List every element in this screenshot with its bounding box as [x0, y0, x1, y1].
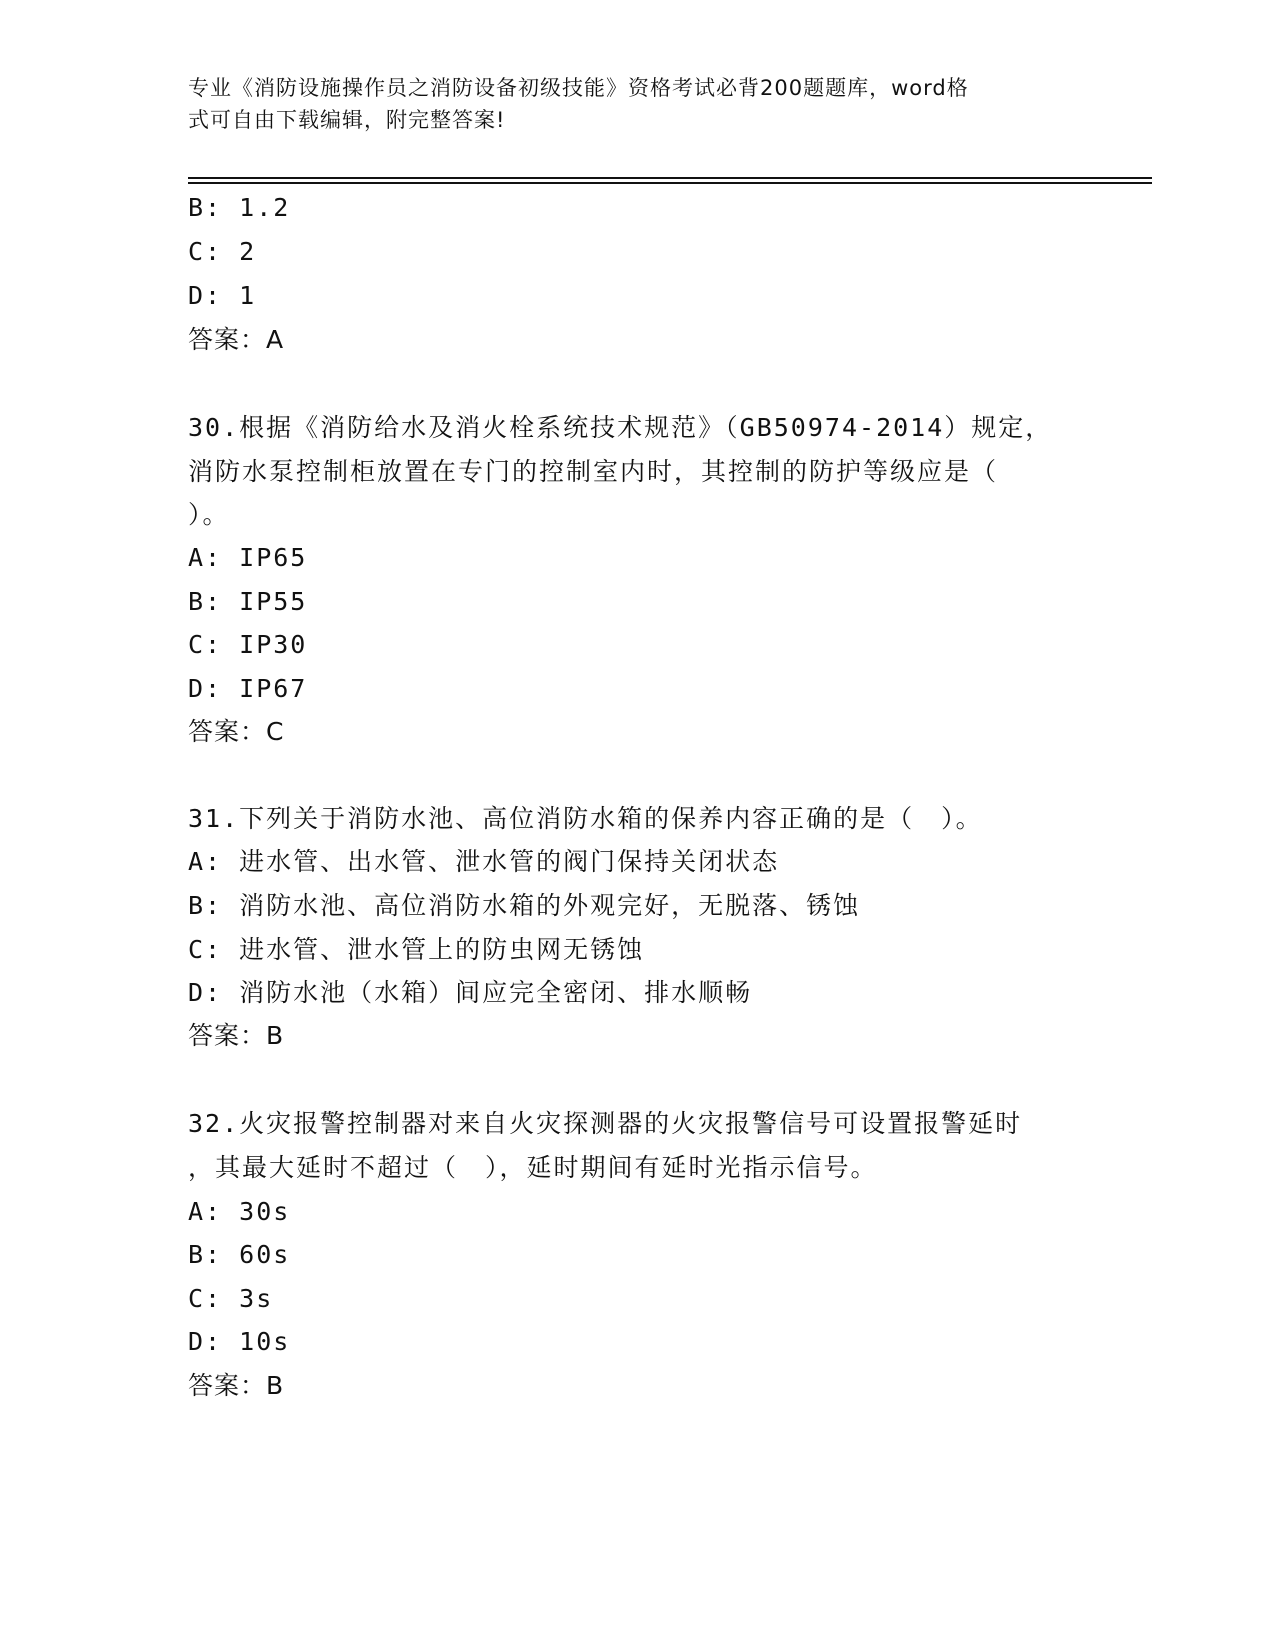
q32-option-b: B: 60s	[188, 1240, 291, 1269]
q32-option-a: A: 30s	[188, 1197, 291, 1226]
q30-option-c: C: IP30	[188, 630, 308, 659]
header-divider-bottom	[188, 182, 1152, 184]
q30-stem-line-2: 消防水泵控制柜放置在专门的控制室内时，其控制的防护等级应是（	[188, 457, 999, 486]
q29-option-b: B: 1.2	[188, 193, 291, 222]
q31-option-b: B: 消防水池、高位消防水箱的外观完好，无脱落、锈蚀	[188, 891, 861, 920]
q32-option-c: C: 3s	[188, 1284, 274, 1313]
header-line-2: 式可自由下载编辑，附完整答案!	[188, 108, 506, 132]
q31-option-d: D: 消防水池（水箱）间应完全密闭、排水顺畅	[188, 978, 753, 1007]
header-line-1: 专业《消防设施操作员之消防设备初级技能》资格考试必背200题题库，word格	[188, 76, 969, 100]
q30-option-b: B: IP55	[188, 587, 308, 616]
q30-option-a: A: IP65	[188, 543, 308, 572]
q31-option-a: A: 进水管、出水管、泄水管的阀门保持关闭状态	[188, 847, 780, 876]
q29-option-d: D: 1	[188, 281, 257, 310]
header-divider-top	[188, 177, 1152, 179]
q32-answer: 答案：B	[188, 1371, 285, 1400]
q30-stem-line-3: ）。	[188, 500, 230, 529]
q29-answer: 答案：A	[188, 325, 285, 354]
document-header	[188, 72, 1088, 136]
q31-option-c: C: 进水管、泄水管上的防虫网无锈蚀	[188, 935, 645, 964]
q30-answer: 答案：C	[188, 717, 285, 746]
q30-stem-line-1: 30.根据《消防给水及消火栓系统技术规范》（GB50974-2014）规定，	[188, 413, 1053, 442]
q32-stem-line-1: 32.火灾报警控制器对来自火灾探测器的火灾报警信号可设置报警延时	[188, 1109, 1023, 1138]
q30-option-d: D: IP67	[188, 674, 308, 703]
q31-answer: 答案：B	[188, 1021, 285, 1050]
q29-option-c: C: 2	[188, 237, 257, 266]
q32-stem-line-2: ，其最大延时不超过（ ），延时期间有延时光指示信号。	[188, 1153, 878, 1182]
q31-stem-line-1: 31.下列关于消防水池、高位消防水箱的保养内容正确的是（ ）。	[188, 804, 983, 833]
q32-option-d: D: 10s	[188, 1327, 291, 1356]
